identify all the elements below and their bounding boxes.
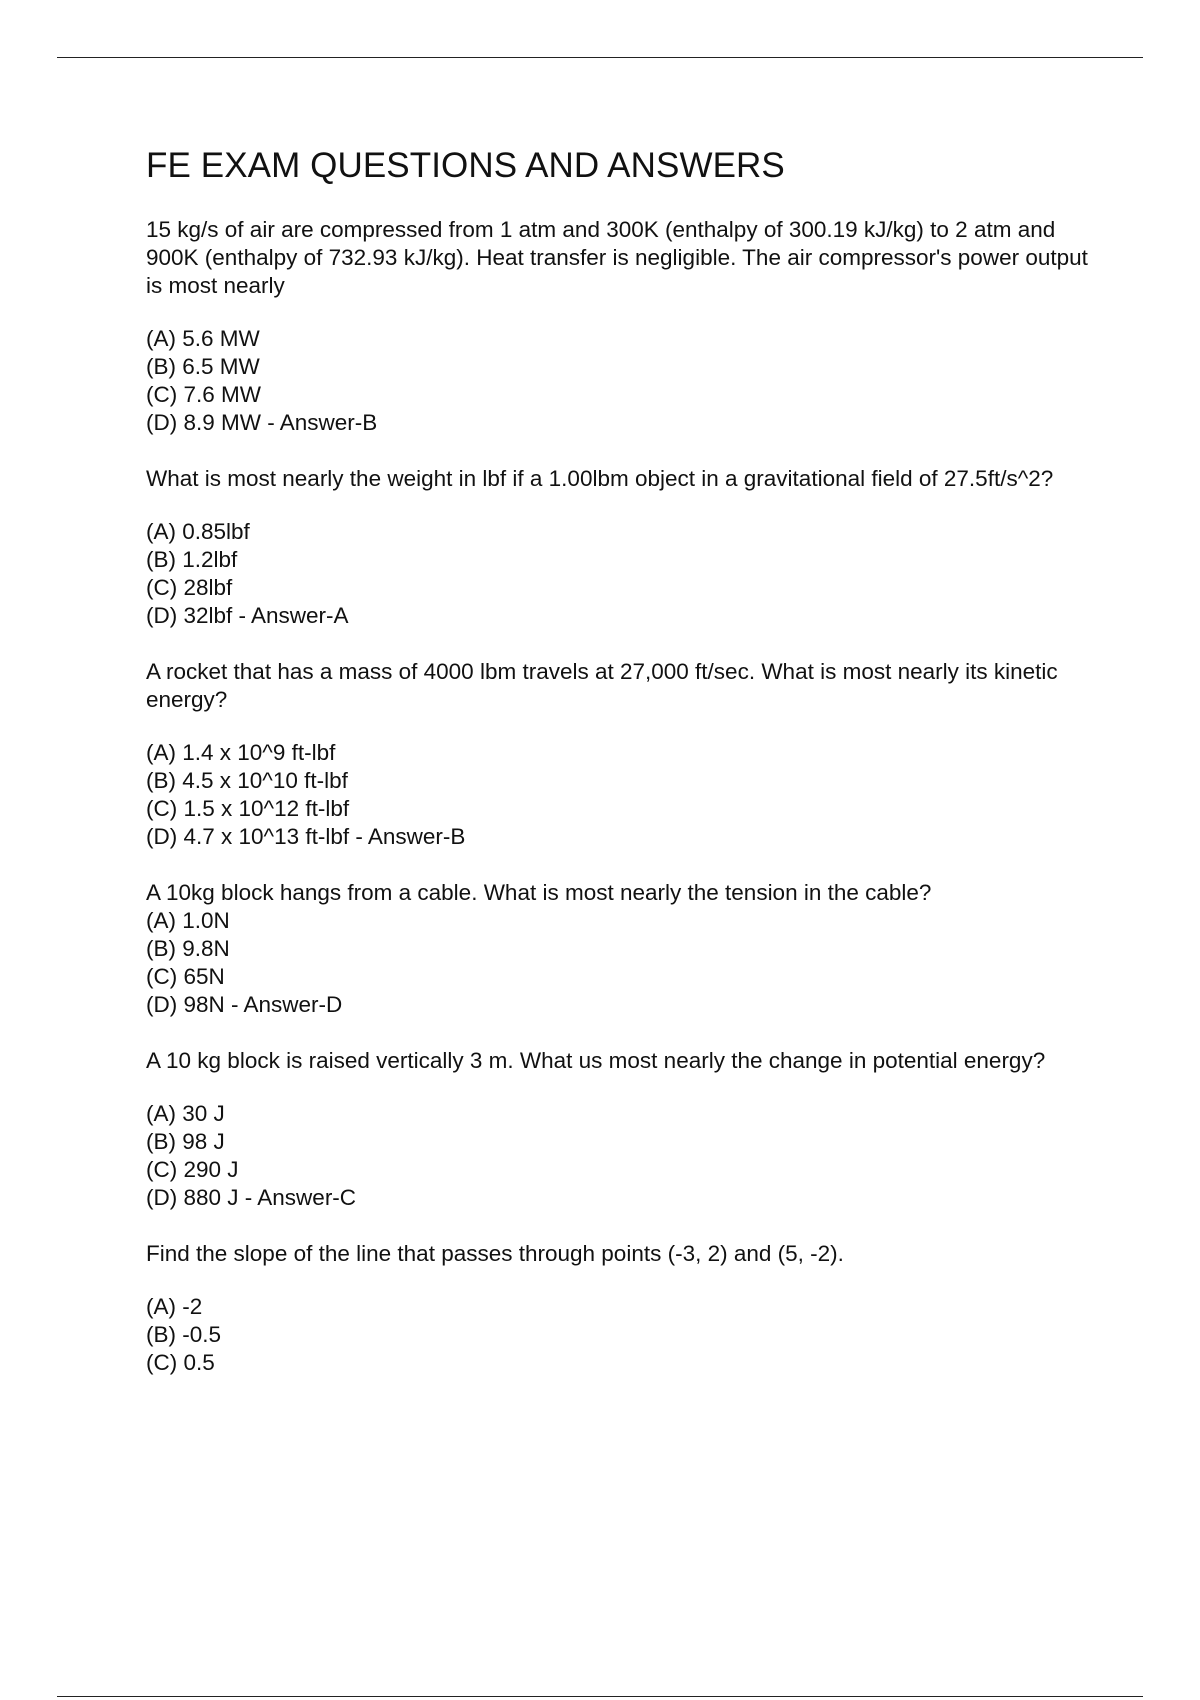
page-title: FE EXAM QUESTIONS AND ANSWERS [146,146,785,185]
option-c: (C) 0.5 [146,1350,215,1375]
option-c: (C) 28lbf [146,575,233,600]
option-a: (A) 0.85lbf [146,519,250,544]
question-text: 15 kg/s of air are compressed from 1 atm and 300K (enthalpy of 300.19 kJ/kg) to 2 atm and 900K (enthalpy of 732.93 kJ/kg). Heat transfer is negligible. The air compressor's power output is most nearly [146,217,1088,298]
top-divider [57,57,1143,58]
option-c: (C) 1.5 x 10^12 ft-lbf [146,796,350,821]
option-a: (A) -2 [146,1294,203,1319]
option-a: (A) 1.0N [146,908,230,933]
question-text: What is most nearly the weight in lbf if a 1.00lbm object in a gravitational field of 27.5ft/s^2? [146,466,1054,491]
option-b: (B) 6.5 MW [146,354,260,379]
question-text: A 10 kg block is raised vertically 3 m. What us most nearly the change in potential energy? [146,1048,1046,1073]
answer-options [146,518,1096,630]
option-c: (C) 65N [146,964,225,989]
question-block-1 [146,216,1096,437]
question-block-5 [146,1047,1096,1212]
question-block-6 [146,1240,1096,1377]
option-b: (B) 98 J [146,1129,225,1154]
option-d: (D) 8.9 MW - Answer-B [146,410,378,435]
answer-options [146,739,1096,851]
option-d: (D) 4.7 x 10^13 ft-lbf - Answer-B [146,824,466,849]
option-c: (C) 7.6 MW [146,382,261,407]
question-block-4 [146,879,1096,1019]
bottom-divider [57,1696,1143,1697]
option-a: (A) 30 J [146,1101,225,1126]
option-b: (B) 9.8N [146,936,230,961]
option-d: (D) 32lbf - Answer-A [146,603,349,628]
answer-options [146,1293,1096,1377]
option-b: (B) -0.5 [146,1322,222,1347]
option-d: (D) 880 J - Answer-C [146,1185,357,1210]
question-block-3 [146,658,1096,851]
option-a: (A) 1.4 x 10^9 ft-lbf [146,740,336,765]
answer-options [146,1100,1096,1212]
answer-options [146,907,1096,1019]
question-text: Find the slope of the line that passes through points (-3, 2) and (5, -2). [146,1241,844,1266]
option-b: (B) 4.5 x 10^10 ft-lbf [146,768,348,793]
answer-options [146,325,1096,437]
question-text: A 10kg block hangs from a cable. What is most nearly the tension in the cable? [146,880,932,905]
question-text: A rocket that has a mass of 4000 lbm travels at 27,000 ft/sec. What is most nearly its kinetic energy? [146,659,1058,712]
option-a: (A) 5.6 MW [146,326,260,351]
option-b: (B) 1.2lbf [146,547,238,572]
option-d: (D) 98N - Answer-D [146,992,343,1017]
question-block-2 [146,465,1096,630]
document-body [146,142,1096,1405]
option-c: (C) 290 J [146,1157,239,1182]
